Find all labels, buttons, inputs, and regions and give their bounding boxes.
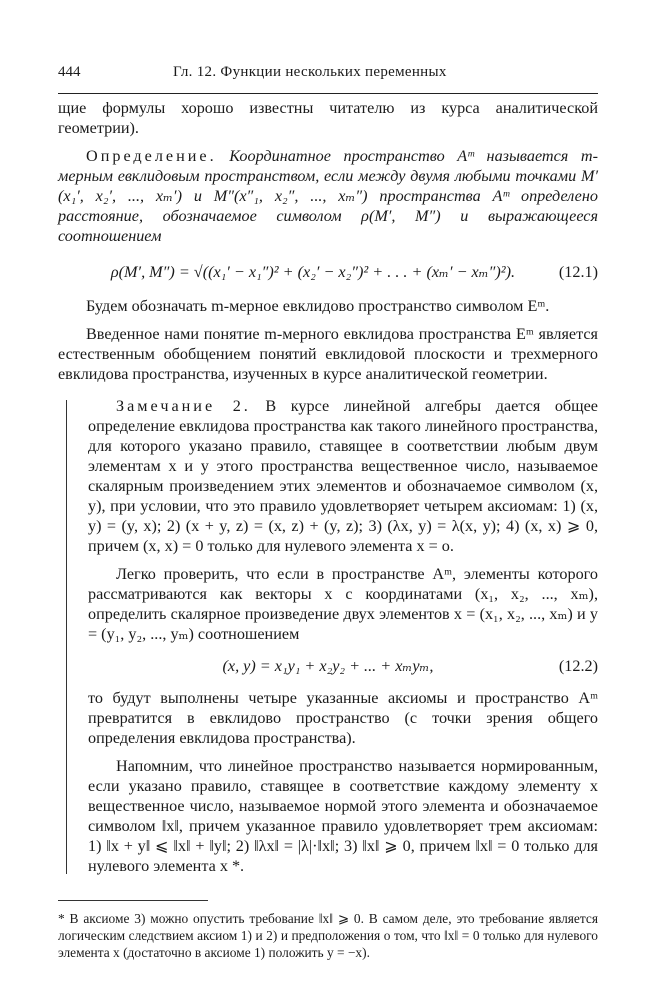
intro-paragraph: щие формулы хорошо известны читателю из курса аналитической геометрии).: [58, 99, 598, 137]
remark-conclusion-paragraph: то будут выполнены четыре указанные аксиомы и пространство Aᵐ превратится в евклидово пространство (с точки зрения общего определения евклидова пространства).: [88, 689, 598, 747]
definition-text: Координатное пространство Aᵐ называется m-мерным евклидовым пространством, если между двумя любыми точками M′(x₁′, x₂′, ..., xₘ′) и M″(x″₁, x₂″, ..., xₘ″) пространства Aᵐ определено расстояние, обозначаемое символом ρ(M′, M″) и выражающееся соотношением: [58, 147, 599, 245]
generalization-paragraph: Введенное нами понятие m-мерного евклидова пространства Eᵐ является естественным обобщением понятий евклидовой плоскости и трехмерного евклидова пространства, изученных в курсе аналитической геометрии.: [58, 325, 598, 383]
definition-label: Определение.: [86, 147, 217, 165]
body-text: [58, 98, 598, 882]
page-header: [58, 64, 598, 90]
notation-paragraph: Будем обозначать m-мерное евклидово пространство символом Eᵐ.: [86, 297, 550, 315]
remark-text: В курсе линейной алгебры дается общее определение евклидова пространства как такого линейного пространства, для которого указано правило, ставящее в соответствии любым двум элементам x и y этого пространства вещественное число, называемое скалярным произведением этих элементов и обозначаемое символом (x, y), при условии, что это правило удовлетворяет четырем аксиомам: 1) (x, y) = (y, x); 2) (x + y, z) = (x, z) + (y, z); 3) (λx, y) = λ(x, y); 4) (x, x) ⩾ 0, причем (x, x) = 0 только для нулевого элемента x = o.: [88, 397, 598, 555]
formula-12-1-text: ρ(M′, M″) = √((x₁′ − x₁″)² + (x₂′ − x₂″)² + . . . + (xₘ′ − xₘ″)²).: [110, 263, 516, 281]
remark-block: [58, 396, 598, 876]
formula-12-2-number: (12.2): [558, 657, 598, 675]
formula-12-1: [58, 262, 598, 282]
footnote-rule: [58, 900, 208, 901]
footnote: * В аксиоме 3) можно опустить требование ‖x‖ ⩾ 0. В самом деле, это требование является логическим следствием аксиом 1) и 2) и предположения о том, что ‖x‖ = 0 только для нулевого элемента x (достаточно в аксиоме 1) положить y = −x).: [58, 911, 598, 960]
remark-margin-rule: [66, 400, 67, 874]
formula-12-2-text: (x, y) = x₁y₁ + x₂y₂ + ... + xₘyₘ,: [222, 657, 434, 675]
formula-12-2: [88, 656, 598, 676]
definition-paragraph: [58, 146, 598, 246]
page-number: 444: [58, 64, 81, 80]
header-rule: [58, 93, 598, 94]
running-head: Гл. 12. Функции нескольких переменных: [173, 64, 447, 80]
formula-12-1-number: (12.1): [558, 263, 598, 281]
remark-paragraph: [88, 396, 598, 556]
normed-space-paragraph: Напомним, что линейное пространство называется нормированным, если указано правило, ставящее в соответствие каждому элементу x вещественное число, называемое нормой этого элемента и обозначаемое символом ‖x‖, причем указанное правило удовлетворяет трем аксиомам: 1) ‖x + y‖ ⩽ ‖x‖ + ‖y‖; 2) ‖λx‖ = |λ|·‖x‖; 3) ‖x‖ ⩾ 0, причем ‖x‖ = 0 только для нулевого элемента x *.: [88, 757, 598, 875]
remark-label: Замечание 2.: [116, 397, 251, 415]
remark-check-paragraph: Легко проверить, что если в пространстве Aᵐ, элементы которого рассматриваются как векторы x с координатами (x₁, x₂, ..., xₘ), определить скалярное произведение двух элементов x = (x₁, x₂, ..., xₘ) и y = (y₁, y₂, ..., yₘ) соотношением: [88, 565, 598, 643]
